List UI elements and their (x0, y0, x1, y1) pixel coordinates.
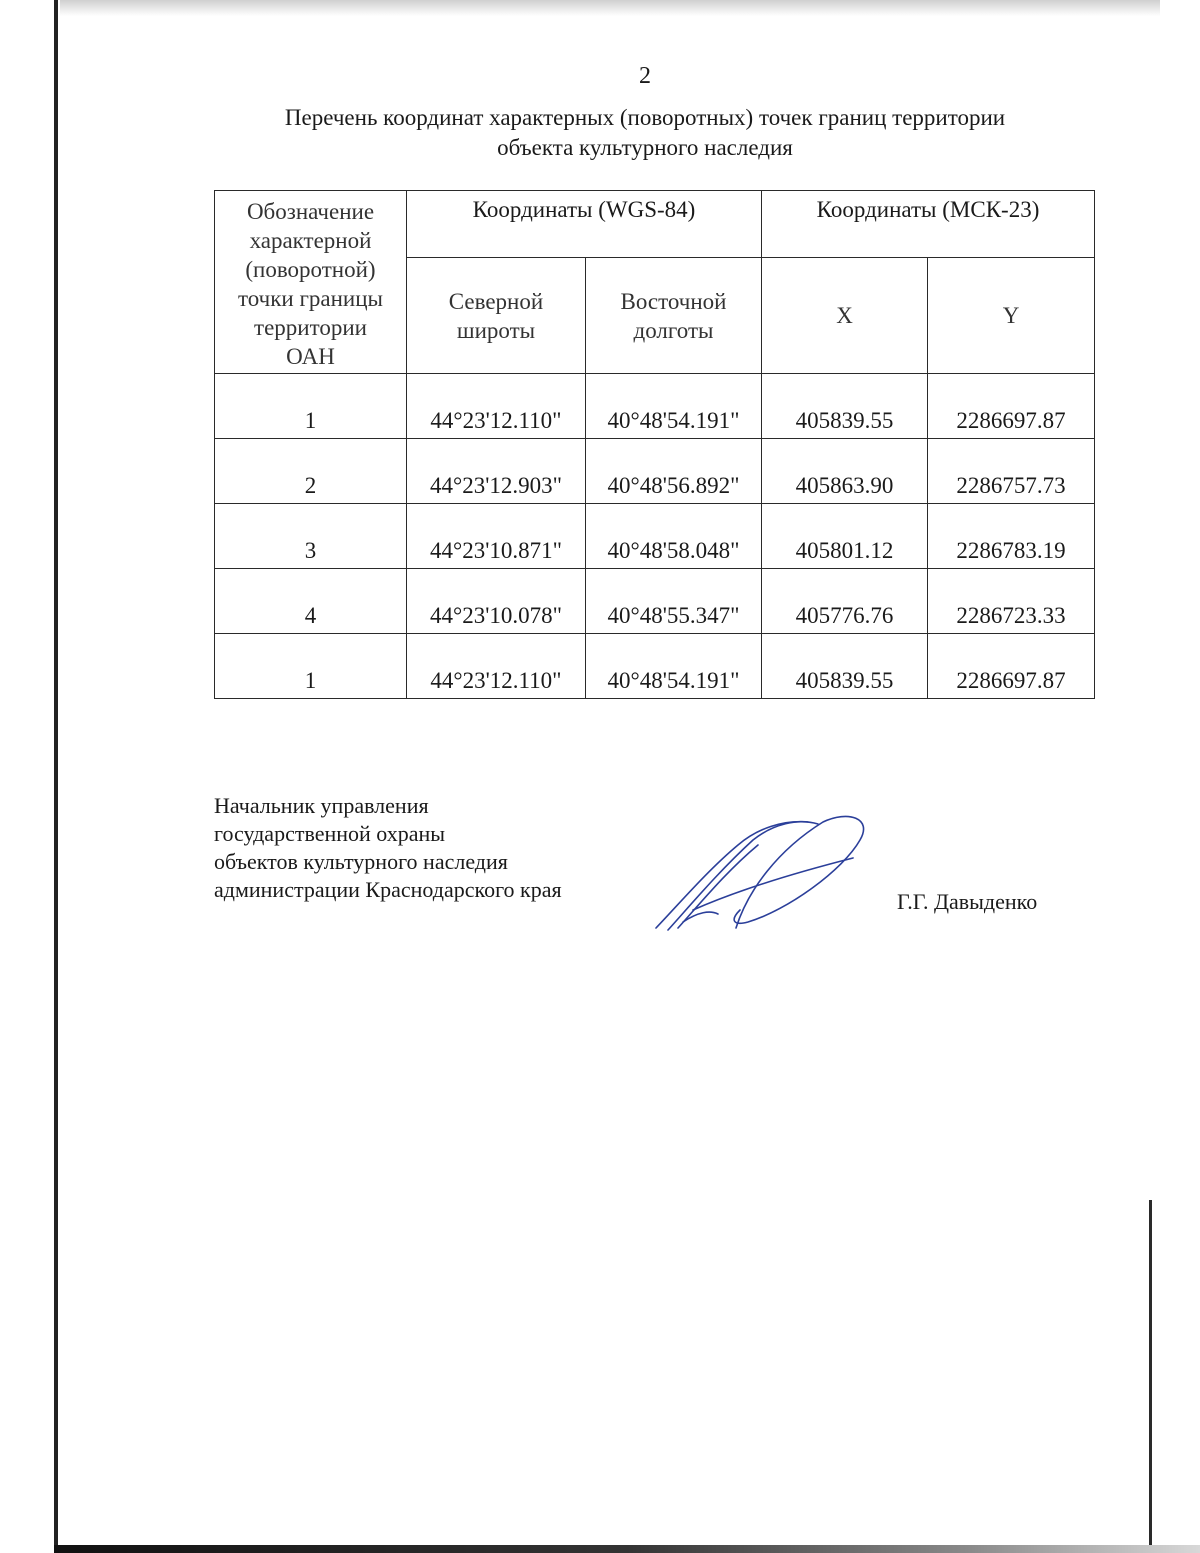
cell-longitude: 40°48'54.191" (586, 634, 762, 699)
handwritten-signature (648, 810, 878, 940)
header-y: Y (928, 258, 1095, 374)
cell-point: 4 (215, 569, 407, 634)
signer-position-line: объектов культурного наследия (214, 849, 508, 874)
header-point-line: ОАН (286, 344, 335, 369)
cell-point: 2 (215, 439, 407, 504)
cell-y: 2286757.73 (928, 439, 1095, 504)
header-longitude (586, 258, 762, 374)
cell-longitude: 40°48'56.892" (586, 439, 762, 504)
header-longitude-line: Восточной (620, 288, 727, 314)
header-msk23: Координаты (МСК-23) (762, 191, 1095, 258)
table-row (215, 374, 1095, 439)
cell-longitude: 40°48'58.048" (586, 504, 762, 569)
header-point-designation (215, 191, 407, 374)
cell-latitude: 44°23'12.903" (407, 439, 586, 504)
header-latitude (407, 258, 586, 374)
signer-position (214, 792, 562, 904)
cell-latitude: 44°23'10.078" (407, 569, 586, 634)
table-row (215, 634, 1095, 699)
cell-point: 1 (215, 374, 407, 439)
cell-longitude: 40°48'54.191" (586, 374, 762, 439)
cell-x: 405863.90 (762, 439, 928, 504)
signer-position-line: государственной охраны (214, 821, 446, 846)
header-point-line: (поворотной) (245, 257, 376, 282)
scan-edge-left (0, 0, 58, 1553)
cell-x: 405801.12 (762, 504, 928, 569)
header-longitude-line: долготы (633, 317, 714, 343)
document-title (200, 103, 1090, 163)
page-number: 2 (639, 63, 651, 89)
header-x: X (762, 258, 928, 374)
table-row (215, 504, 1095, 569)
coordinates-table (214, 190, 1095, 699)
header-latitude-line: широты (456, 317, 536, 343)
cell-x: 405839.55 (762, 374, 928, 439)
cell-y: 2286697.87 (928, 634, 1095, 699)
cell-latitude: 44°23'10.871" (407, 504, 586, 569)
signer-position-line: администрации Краснодарского края (214, 877, 562, 902)
cell-latitude: 44°23'12.110" (407, 634, 586, 699)
title-line-2: объекта культурного наследия (497, 135, 793, 160)
cell-x: 405776.76 (762, 569, 928, 634)
cell-x: 405839.55 (762, 634, 928, 699)
header-point-line: территории (254, 315, 367, 340)
cell-y: 2286783.19 (928, 504, 1095, 569)
cell-y: 2286723.33 (928, 569, 1095, 634)
cell-point: 3 (215, 504, 407, 569)
cell-longitude: 40°48'55.347" (586, 569, 762, 634)
cell-latitude: 44°23'12.110" (407, 374, 586, 439)
title-line-1: Перечень координат характерных (поворотных) точек границ территории (284, 105, 1006, 130)
signer-position-line: Начальник управления (214, 793, 429, 818)
header-point-line: точки границы (238, 286, 383, 311)
header-point-line: характерной (249, 228, 372, 253)
header-latitude-line: Северной (448, 288, 544, 314)
table-row (215, 569, 1095, 634)
scan-shadow-top (60, 0, 1160, 16)
header-point-line: Обозначение (246, 199, 375, 224)
cell-point: 1 (215, 634, 407, 699)
table-row (215, 439, 1095, 504)
signer-name: Г.Г. Давыденко (897, 889, 1038, 914)
cell-y: 2286697.87 (928, 374, 1095, 439)
scan-edge-right (1149, 1200, 1152, 1553)
header-wgs84: Координаты (WGS-84) (407, 191, 762, 258)
scan-edge-bottom (54, 1545, 1200, 1553)
signature-strokes (656, 816, 864, 930)
